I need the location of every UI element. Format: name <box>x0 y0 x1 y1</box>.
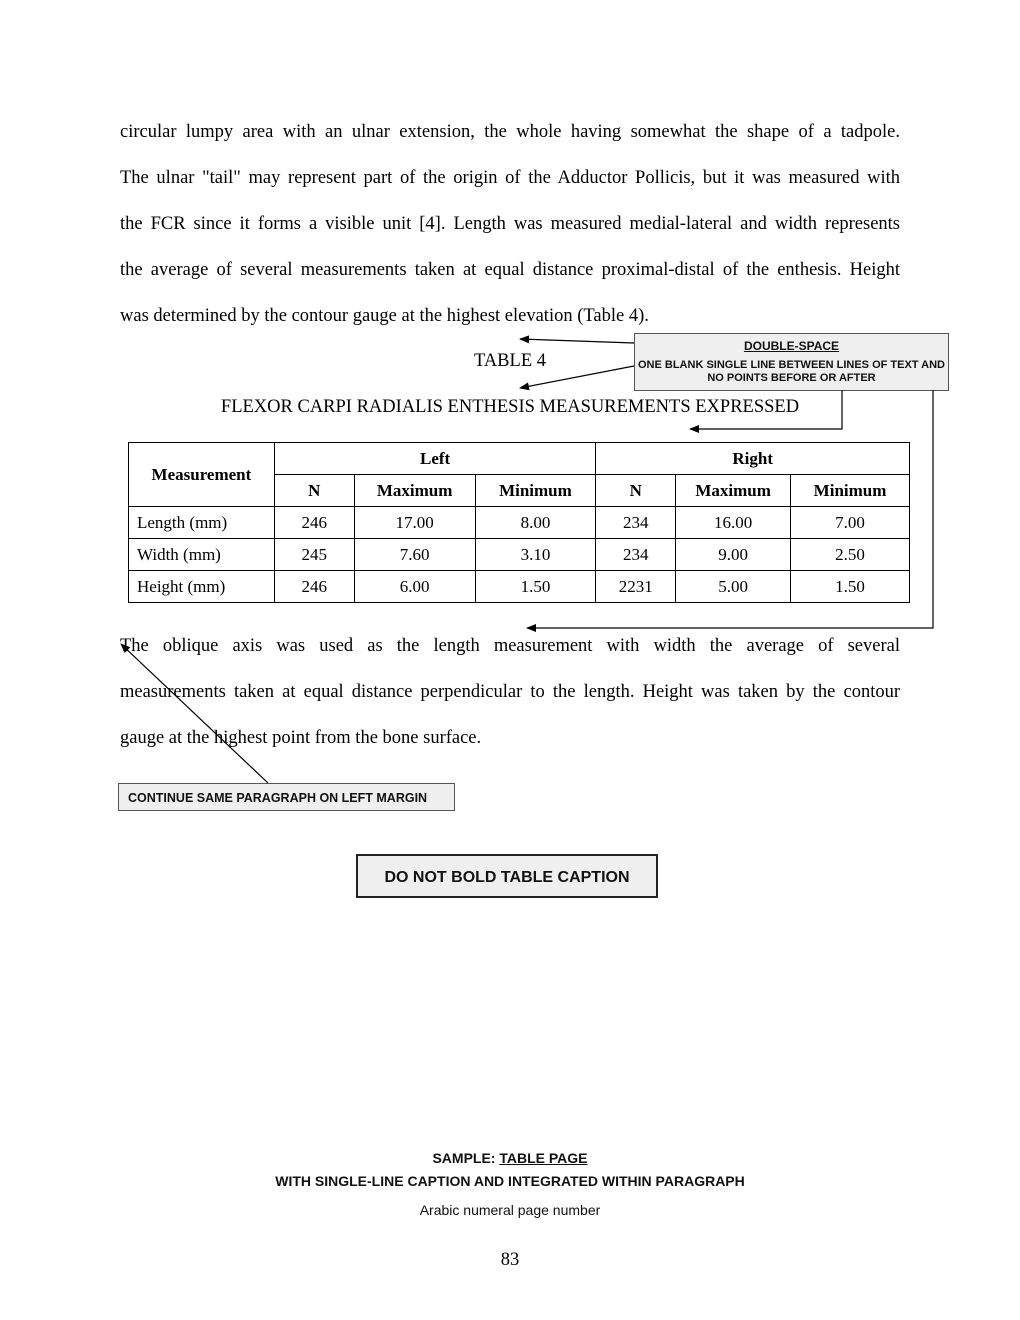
row-label: Width (mm) <box>129 539 275 571</box>
footer-subtitle: WITH SINGLE-LINE CAPTION AND INTEGRATED WITHIN PARAGRAPH <box>275 1173 745 1189</box>
table-cell: 17.00 <box>354 507 475 539</box>
row-label: Length (mm) <box>129 507 275 539</box>
header-left: Left <box>274 443 596 475</box>
subheader-right-n: N <box>596 475 676 507</box>
arrow-to-left-margin <box>121 644 268 783</box>
table-cell: 9.00 <box>676 539 791 571</box>
paragraph-1-line-5: was determined by the contour gauge at the highest elevation (Table 4). <box>120 306 649 326</box>
table-cell: 5.00 <box>676 571 791 603</box>
paragraph-2-line-2: measurements taken at equal distance perpendicular to the length. Height was taken by the contour <box>120 682 900 702</box>
subheader-right-maximum: Maximum <box>676 475 791 507</box>
table-cell: 246 <box>274 507 354 539</box>
table-cell: 234 <box>596 507 676 539</box>
paragraph-1-line-3: the FCR since it forms a visible unit [4]. Length was measured medial-lateral and width represents <box>120 214 900 234</box>
table-cell: 1.50 <box>475 571 596 603</box>
table-cell: 3.10 <box>475 539 596 571</box>
table-cell: 2231 <box>596 571 676 603</box>
footer-page-number-note: Arabic numeral page number <box>419 1202 601 1218</box>
page-number: 83 <box>500 1250 520 1270</box>
table-cell: 246 <box>274 571 354 603</box>
table-cell: 16.00 <box>676 507 791 539</box>
paragraph-2-line-3: gauge at the highest point from the bone surface. <box>120 728 482 748</box>
header-measurement: Measurement <box>129 443 275 507</box>
footer-sample-label: SAMPLE: <box>432 1150 496 1166</box>
subheader-left-n: N <box>274 475 354 507</box>
paragraph-1-line-4: the average of several measurements taken at equal distance proximal-distal of the enthesis. Height <box>120 260 900 280</box>
paragraph-1-line-2: The ulnar "tail" may represent part of the origin of the Adductor Pollicis, but it was measured with <box>120 168 900 188</box>
subheader-right-minimum: Minimum <box>791 475 910 507</box>
table-cell: 234 <box>596 539 676 571</box>
footer-sample-title: TABLE PAGE <box>499 1150 588 1166</box>
table-caption: FLEXOR CARPI RADIALIS ENTHESIS MEASUREMENTS EXPRESSED <box>220 397 800 417</box>
paragraph-2-line-1: The oblique axis was used as the length measurement with width the average of several <box>120 636 900 656</box>
arrow-to-paragraph-after-table <box>527 390 933 628</box>
table-cell: 2.50 <box>791 539 910 571</box>
header-right: Right <box>596 443 910 475</box>
footer-sample-line <box>0 1150 1020 1166</box>
subheader-left-maximum: Maximum <box>354 475 475 507</box>
table-cell: 6.00 <box>354 571 475 603</box>
continue-paragraph-note: CONTINUE SAME PARAGRAPH ON LEFT MARGIN <box>118 783 455 811</box>
paragraph-1-line-1: circular lumpy area with an ulnar extension, the whole having somewhat the shape of a tadpole. <box>120 122 900 142</box>
table-cell: 1.50 <box>791 571 910 603</box>
row-label: Height (mm) <box>129 571 275 603</box>
table-number: TABLE 4 <box>474 351 546 371</box>
arrow-to-table-gap <box>690 390 842 429</box>
arrow-to-caption-gap <box>520 366 634 388</box>
no-bold-caption-note: DO NOT BOLD TABLE CAPTION <box>356 854 658 898</box>
double-space-note-title: DOUBLE-SPACE <box>743 339 840 353</box>
table-cell: 7.60 <box>354 539 475 571</box>
table-cell: 8.00 <box>475 507 596 539</box>
table-cell: 7.00 <box>791 507 910 539</box>
double-space-note-body: ONE BLANK SINGLE LINE BETWEEN LINES OF TEXT AND NO POINTS BEFORE OR AFTER <box>638 359 945 384</box>
table-cell: 245 <box>274 539 354 571</box>
subheader-left-minimum: Minimum <box>475 475 596 507</box>
arrow-to-paragraph-gap <box>520 339 634 343</box>
